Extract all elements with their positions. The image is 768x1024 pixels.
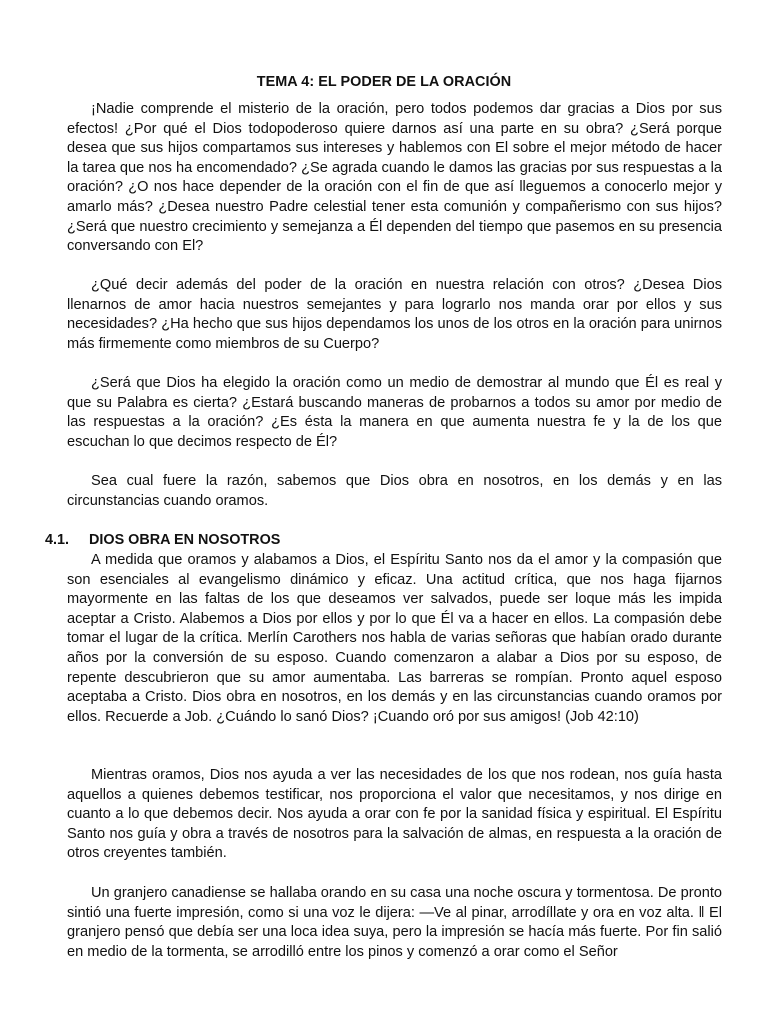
paragraph-1: ¡Nadie comprende el misterio de la oración, pero todos podemos dar gracias a Dios por sus efectos! ¿Por qué el Dios todopoderoso quiere darnos así una parte en su obra? ¿Será porque desea que sus hijos compartamos sus intereses y hablemos con El sobre el mejor método de hacer la tarea que nos ha encomendado? ¿Se agrada cuando le damos las gracias por sus respuestas a la oración? ¿O nos hace depender de la oración con el fin de que así lleguemos a conocerlo mejor y amarlo más? ¿Desea nuestro Padre celestial tener esta comunión y compañerismo con sus hijos? ¿Será que nuestro crecimiento y semejanza a Él dependen del tiempo que pasemos en su presencia conversando con El? <box>67 101 722 255</box>
section-heading: DIOS OBRA EN NOSOTROS <box>89 532 281 548</box>
paragraph-4: Sea cual fuere la razón, sabemos que Dios obra en nosotros, en los demás y en las circunstancias cuando oramos. <box>67 473 722 509</box>
paragraph-3: ¿Será que Dios ha elegido la oración como un medio de demostrar al mundo que Él es real y que su Palabra es cierta? ¿Estará buscando maneras de probarnos a todos su amor por medio de las respuestas a la oración? ¿Es ésta la manera en que aumenta nuestra fe y la de los que escuchan lo que decimos respecto de Él? <box>67 375 722 450</box>
paragraph-2: ¿Qué decir además del poder de la oración en nuestra relación con otros? ¿Desea Dios llenarnos de amor hacia nuestros semejantes y para lograrlo nos manda orar por ellos y sus necesidades? ¿Ha hecho que sus hijos dependamos los unos de los otros en la oración para unirnos más firmemente como miembros de su Cuerpo? <box>67 277 722 352</box>
section-paragraph-2: Mientras oramos, Dios nos ayuda a ver las necesidades de los que nos rodean, nos guía hasta aquellos a quienes debemos testificar, nos proporciona el valor que necesitamos, y nos dirige en cuanto a lo que debemos decir. Nos ayuda a orar con fe por la sanidad física y espiritual. El Espíritu Santo nos guía y obra a través de nosotros para la salvación de almas, en respuesta a la oración de otros creyentes también. <box>67 767 722 862</box>
section-paragraph-1: A medida que oramos y alabamos a Dios, el Espíritu Santo nos da el amor y la compasión que son esenciales al evangelismo dinámico y eficaz. Una actitud crítica, que nos haga fijarnos mayormente en las faltas de los que deseamos ver salvados, puede ser loque más les impida aceptar a Cristo. Alabemos a Dios por ellos y por lo que Él va a hacer en ellos. La compasión debe tomar el lugar de la crítica. Merlín Carothers nos habla de varias señoras que habían orado durante años por la conversión de su esposo. Cuando comenzaron a alabar a Dios por su esposo, de repente descubrieron que su amor aumentaba. Las barreras se rompían. Pronto aquel esposo aceptaba a Cristo. Dios obra en nosotros, en los demás y en las circunstancias cuando oramos por ellos. Recuerde a Job. ¿Cuándo lo sanó Dios? ¡Cuando oró por sus amigos! (Job 42:10) <box>67 552 722 725</box>
section-paragraph-3: Un granjero canadiense se hallaba orando en su casa una noche oscura y tormentosa. De pronto sintió una fuerte impresión, como si una voz le dijera: ―Ve al pinar, arrodíllate y ora en voz alta. ‖ El granjero pensó que debía ser una loca idea suya, pero la impresión se hacía más fuerte. Por fin salió en medio de la tormenta, se arrodilló entre los pinos y comenzó a orar como el Señor <box>67 885 722 960</box>
page-title: TEMA 4: EL PODER DE LA ORACIÓN <box>256 74 512 90</box>
section-number: 4.1. <box>45 532 70 548</box>
